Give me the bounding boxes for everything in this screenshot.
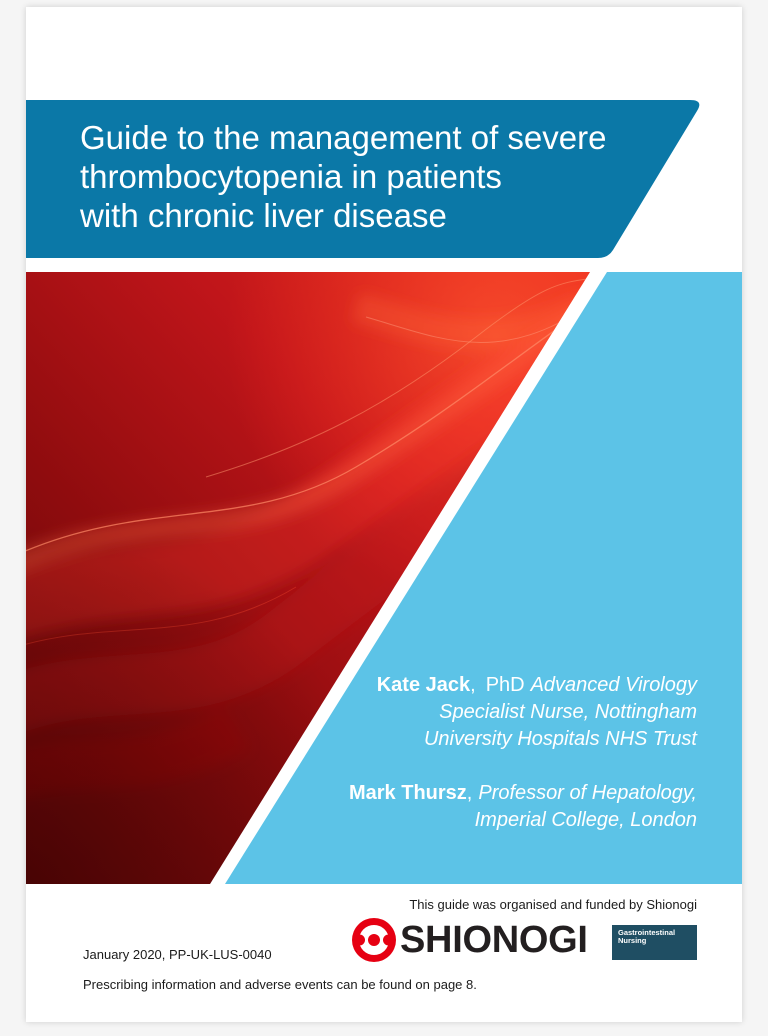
title-line: thrombocytopenia in patients [80, 158, 502, 195]
author-line [349, 780, 697, 807]
emblem-notch-right [383, 935, 394, 946]
author-affiliation-line: University Hospitals NHS Trust [423, 728, 697, 750]
author-affiliation-line: Specialist Nurse, Nottingham [439, 701, 697, 723]
author-affiliation-line: Imperial College, London [474, 809, 697, 831]
document-cover [26, 7, 742, 1022]
document-title [80, 118, 607, 235]
sponsor-logo-text: SHIONOGI [400, 919, 588, 961]
author-name: Kate Jack [376, 674, 471, 696]
emblem-notch-left [354, 935, 365, 946]
date-code: January 2020, PP-UK-LUS-0040 [83, 947, 272, 962]
funding-note: This guide was organised and funded by Shionogi [409, 897, 697, 912]
author-separator: , [466, 782, 473, 804]
shionogi-emblem-icon [352, 918, 396, 962]
author-mark-thursz [349, 780, 697, 834]
title-line: Guide to the management of severe [80, 119, 607, 156]
title-line: with chronic liver disease [80, 197, 447, 234]
emblem-center [368, 934, 380, 946]
author-degree: PhD [485, 674, 525, 696]
journal-logo [612, 925, 697, 960]
journal-logo-line: Gastrointestinal [618, 928, 676, 937]
author-affiliation-line: Professor of Hepatology, [478, 782, 697, 804]
author-separator: , [470, 674, 476, 696]
journal-logo-line: Nursing [618, 936, 647, 945]
author-kate-jack [349, 672, 697, 753]
author-line [349, 672, 697, 699]
author-name: Mark Thursz [348, 782, 467, 804]
prescribing-note: Prescribing information and adverse events can be found on page 8. [83, 977, 477, 992]
author-list [349, 672, 697, 834]
author-affiliation-line: Advanced Virology [530, 674, 697, 696]
